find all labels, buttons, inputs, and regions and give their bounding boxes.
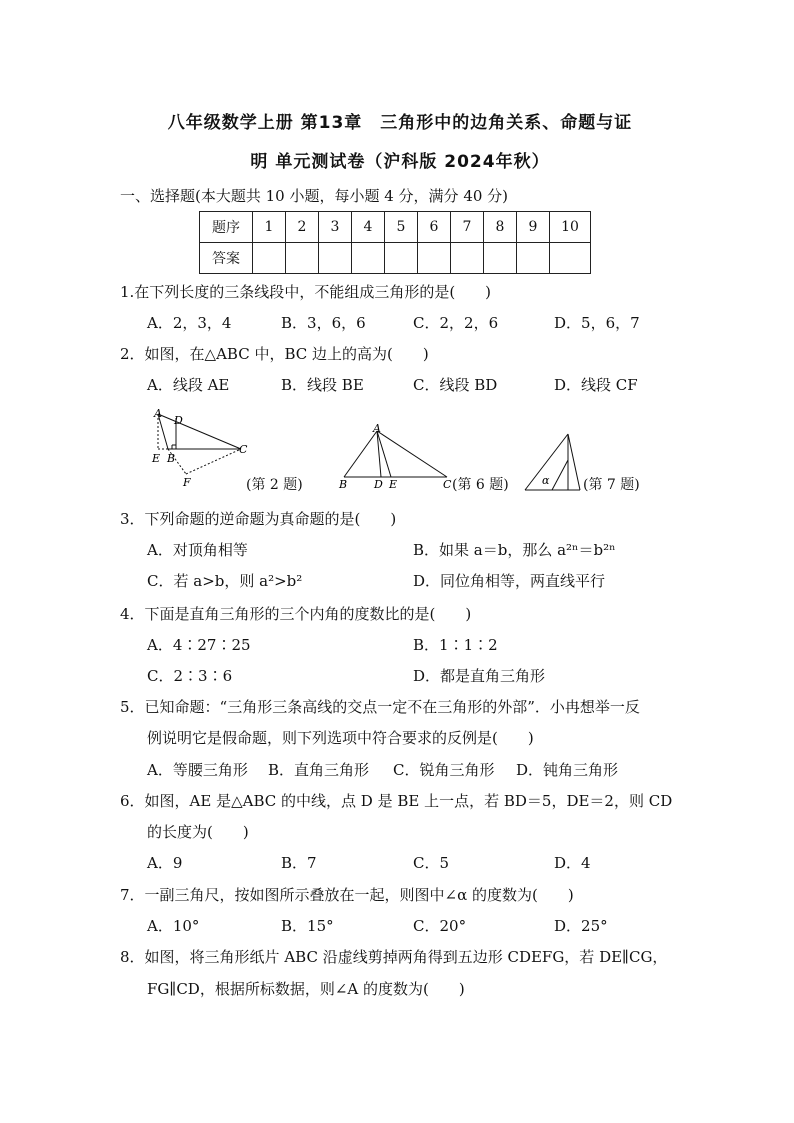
figure-7-caption: (第 7 题) (583, 477, 640, 493)
label-a: A (154, 407, 162, 420)
q6-option-d: D．4 (554, 854, 591, 872)
q4-option-a: A．4∶27∶25 (147, 636, 251, 654)
q6-option-b: B．7 (281, 854, 317, 872)
q3-option-c: C．若 a>b，则 a²>b² (147, 572, 303, 590)
q6-option-c: C．5 (413, 854, 450, 872)
q5-option-c: C．锐角三角形 (393, 761, 495, 779)
table-cell: 4 (352, 212, 385, 243)
question-7-stem: 7．一副三角尺，按如图所示叠放在一起，则图中∠α 的度数为( ) (120, 886, 574, 904)
table-cell: 题序 (200, 212, 253, 243)
q7-option-c: C．20° (413, 917, 467, 935)
label-b: B (167, 452, 176, 465)
label-a: A (373, 422, 381, 435)
answer-cell[interactable] (385, 243, 418, 274)
answer-cell[interactable] (451, 243, 484, 274)
table-cell: 2 (286, 212, 319, 243)
table-cell: 3 (319, 212, 352, 243)
answer-cell[interactable] (286, 243, 319, 274)
page-title-line1: 八年级数学上册 第13章 三角形中的边角关系、命题与证 (167, 113, 633, 133)
answer-cell[interactable] (253, 243, 286, 274)
q3-option-b: B．如果 a＝b，那么 a²ⁿ＝b²ⁿ (413, 541, 616, 559)
question-3-stem: 3．下列命题的逆命题为真命题的是( ) (120, 510, 397, 528)
q4-option-d: D．都是直角三角形 (413, 667, 546, 685)
question-6-stem: 6．如图，AE 是△ABC 的中线，点 D 是 BE 上一点，若 BD＝5，DE＝2，则 CD (120, 792, 673, 810)
answer-cell[interactable] (517, 243, 550, 274)
alpha-label: α (542, 474, 550, 487)
figure-6-caption: (第 6 题) (452, 477, 509, 493)
table-cell: 答案 (200, 243, 253, 274)
figure-2-caption: (第 2 题) (246, 477, 303, 493)
figure-2-diagram (148, 406, 248, 492)
answer-cell[interactable] (319, 243, 352, 274)
q1-option-c: C．2，2，6 (413, 314, 499, 332)
question-5-stem-cont: 例说明它是假命题，则下列选项中符合要求的反例是( ) (147, 729, 534, 747)
q5-option-a: A．等腰三角形 (147, 761, 248, 779)
table-cell: 9 (517, 212, 550, 243)
q3-option-d: D．同位角相等，两直线平行 (413, 572, 606, 590)
answer-cell[interactable] (484, 243, 517, 274)
table-cell: 10 (550, 212, 591, 243)
q1-option-a: A．2，3，4 (147, 314, 232, 332)
answer-cell[interactable] (352, 243, 385, 274)
q5-option-b: B．直角三角形 (268, 761, 370, 779)
label-f: F (183, 476, 191, 489)
q3-option-a: A．对顶角相等 (147, 541, 248, 559)
section-heading: 一、选择题(本大题共 10 小题，每小题 4 分，满分 40 分) (120, 187, 509, 205)
answer-cell[interactable] (418, 243, 451, 274)
q2-option-c: C．线段 BD (413, 376, 498, 394)
table-cell: 1 (253, 212, 286, 243)
label-e: E (389, 478, 398, 491)
q7-option-d: D．25° (554, 917, 608, 935)
label-b: B (339, 478, 348, 491)
question-5-stem: 5．已知命题：“三角形三条高线的交点一定不在三角形的外部”．小冉想举一反 (120, 698, 640, 716)
q4-option-c: C．2∶3∶6 (147, 667, 233, 685)
table-row (200, 212, 591, 243)
q2-option-a: A．线段 AE (147, 376, 230, 394)
q1-option-d: D．5，6，7 (554, 314, 640, 332)
q6-option-a: A．9 (147, 854, 183, 872)
figure-6-diagram (332, 422, 457, 494)
table-cell: 7 (451, 212, 484, 243)
answer-cell[interactable] (550, 243, 591, 274)
question-4-stem: 4．下面是直角三角形的三个内角的度数比的是( ) (120, 605, 472, 623)
q2-option-b: B．线段 BE (281, 376, 364, 394)
question-6-stem-cont: 的长度为( ) (147, 823, 249, 841)
question-2-stem: 2．如图，在△ABC 中，BC 边上的高为( ) (120, 345, 429, 363)
label-d: D (374, 478, 383, 491)
answer-table (199, 211, 591, 274)
q2-option-d: D．线段 CF (554, 376, 638, 394)
page-title-line2: 明 单元测试卷（沪科版 2024年秋） (250, 152, 550, 172)
label-e: E (152, 452, 161, 465)
figure-7-diagram (522, 430, 584, 494)
table-cell: 6 (418, 212, 451, 243)
label-d: D (174, 414, 183, 427)
question-8-stem: 8．如图，将三角形纸片 ABC 沿虚线剪掉两角得到五边形 CDEFG，若 DE∥CG， (120, 948, 668, 966)
q4-option-b: B．1∶1∶2 (413, 636, 498, 654)
label-c: C (443, 478, 452, 491)
label-c: C (239, 443, 248, 456)
table-cell: 5 (385, 212, 418, 243)
q1-option-b: B．3，6，6 (281, 314, 366, 332)
question-1-stem: 1.在下列长度的三条线段中，不能组成三角形的是( ) (120, 283, 492, 301)
question-8-stem-cont: FG∥CD，根据所标数据，则∠A 的度数为( ) (147, 980, 465, 998)
q5-option-d: D．钝角三角形 (516, 761, 619, 779)
table-cell: 8 (484, 212, 517, 243)
q7-option-a: A．10° (147, 917, 200, 935)
table-row (200, 243, 591, 274)
q7-option-b: B．15° (281, 917, 334, 935)
